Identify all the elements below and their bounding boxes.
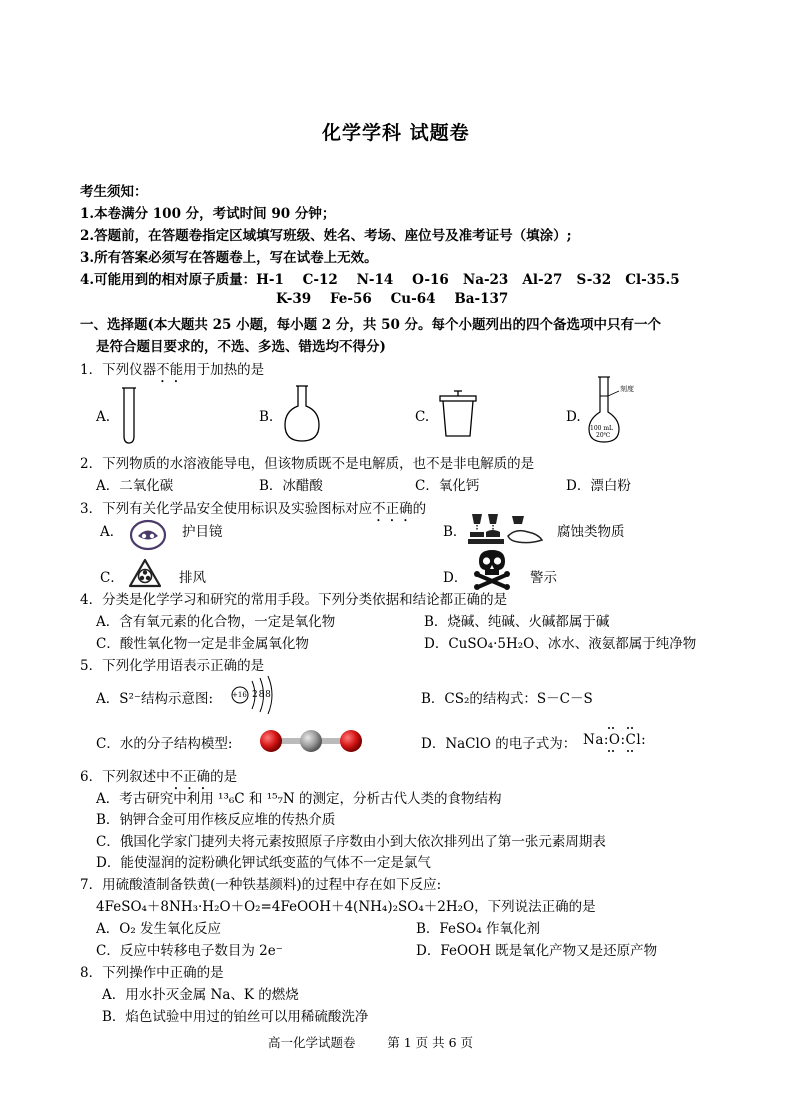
notice-item-1: 1.本卷满分 100 分，考试时间 90 分钟； bbox=[80, 206, 336, 222]
molecule-model-icon bbox=[258, 727, 364, 755]
q1-option-d: D. bbox=[566, 409, 581, 425]
q2-option-a: A．二氧化碳 bbox=[96, 478, 174, 494]
naclo-electron-formula: Na:O:Cl: bbox=[583, 732, 647, 748]
q6-option-c: C．俄国化学家门捷列夫将元素按照原子序数由小到大依次排列出了第一张元素周期表 bbox=[96, 834, 606, 850]
q5-stem: 5．下列化学用语表示正确的是 bbox=[80, 658, 265, 674]
notice-item-4-cont: K-39 Fe-56 Cu-64 Ba-137 bbox=[276, 291, 509, 307]
q5-option-b: B．CS₂的结构式：S－C－S bbox=[421, 691, 593, 707]
q6-option-b: B．钠钾合金可用作核反应堆的传热介质 bbox=[96, 812, 336, 828]
q8-option-b: B．焰色试验中用过的铂丝可以用稀硫酸洗净 bbox=[102, 1009, 369, 1025]
q2-option-c: C．氧化钙 bbox=[415, 478, 480, 494]
flask-scale-label: 刻度 bbox=[620, 385, 634, 393]
q4-option-a: A．含有氧元素的化合物，一定是氧化物 bbox=[96, 614, 336, 630]
q6-emphasis: 不正确 bbox=[169, 769, 211, 785]
q1-stem: 1．下列仪器不能用于加热的是 bbox=[80, 362, 265, 378]
volumetric-flask-icon bbox=[586, 374, 646, 446]
goggles-icon bbox=[130, 519, 166, 551]
q5-option-a: A．S²⁻结构示意图: bbox=[96, 691, 214, 707]
q7-option-a: A．O₂ 发生氧化反应 bbox=[96, 921, 222, 937]
q2-stem: 2．下列物质的水溶液能导电，但该物质既不是电解质，也不是非电解质的是 bbox=[80, 456, 535, 472]
q3-option-c-label: C． bbox=[100, 570, 124, 586]
skull-warning-icon bbox=[470, 549, 514, 589]
q6-stem: 6．下列叙述中不正确的是 bbox=[80, 769, 238, 785]
q3-option-a-label: A． bbox=[100, 524, 124, 540]
test-tube-icon bbox=[121, 386, 137, 446]
q3-stem: 3．下列有关化学品安全使用标识及实验图标对应不正确的 bbox=[80, 501, 427, 517]
q4-stem: 4．分类是化学学习和研究的常用手段。下列分类依据和结论都正确的是 bbox=[80, 592, 508, 608]
atom-nucleus-label: +16 bbox=[232, 691, 247, 699]
q5-option-c: C．水的分子结构模型: bbox=[96, 736, 233, 752]
q5-option-d: D．NaClO 的电子式为： bbox=[421, 736, 577, 752]
q7-stem: 7．用硫酸渣制备铁黄(一种铁基颜料)的过程中存在如下反应: bbox=[80, 877, 442, 893]
crucible-icon bbox=[437, 390, 479, 440]
q1-emphasis: 不能 bbox=[156, 362, 184, 378]
q4-option-d: D．CuSO₄·5H₂O、冰水、液氨都属于纯净物 bbox=[424, 636, 697, 652]
notice-item-2: 2.答题前，在答题卷指定区域填写班级、姓名、考场、座位号及准考证号（填涂）; bbox=[80, 228, 572, 244]
q3-emphasis: 不正确 bbox=[372, 501, 413, 517]
q4-option-c: C．酸性氧化物一定是非金属氧化物 bbox=[96, 636, 309, 652]
q3-option-d-text: 警示 bbox=[530, 570, 557, 586]
q7-equation: 4FeSO₄＋8NH₃·H₂O＋O₂=4FeOOH＋4(NH₄)₂SO₄＋2H₂O，下列说法正确的是 bbox=[96, 899, 596, 915]
corrosive-icon bbox=[468, 512, 544, 546]
flask-temp-label: 20℃ bbox=[596, 432, 611, 439]
q7-option-d: D．FeOOH 既是氧化产物又是还原产物 bbox=[416, 943, 658, 959]
section1-line2: 是符合题目要求的，不选、多选、错选均不得分) bbox=[96, 339, 386, 355]
q4-option-b: B．烧碱、纯碱、火碱都属于碱 bbox=[424, 614, 610, 630]
flask-volume-label: 100 mL bbox=[590, 425, 614, 432]
q7-option-c: C．反应中转移电子数目为 2e⁻ bbox=[96, 943, 283, 959]
q3-option-c-text: 排风 bbox=[179, 570, 206, 586]
page-title: 化学学科 试题卷 bbox=[322, 122, 470, 144]
q1-option-b: B. bbox=[259, 409, 274, 425]
lone-pair-dots bbox=[604, 727, 644, 753]
q1-option-c: C. bbox=[415, 409, 430, 425]
q1-option-a: A. bbox=[96, 409, 111, 425]
q2-option-d: D．漂白粉 bbox=[566, 478, 631, 494]
q6-option-a: A．考古研究中利用 ¹³₆C 和 ¹⁵₇N 的测定，分析古代人类的食物结构 bbox=[96, 791, 502, 807]
round-flask-icon bbox=[282, 384, 322, 444]
page-footer: 高一化学试题卷 第 1 页 共 6 页 bbox=[268, 1035, 474, 1050]
ventilation-icon bbox=[128, 558, 162, 588]
notice-item-4: 4.可能用到的相对原子质量：H-1 C-12 N-14 O-16 Na-23 Al-27 S-32 Cl-35.5 bbox=[80, 272, 680, 288]
q2-option-b: B．冰醋酸 bbox=[259, 478, 323, 494]
notice-heading: 考生须知： bbox=[80, 184, 148, 200]
q7-option-b: B．FeSO₄ 作氧化剂 bbox=[416, 921, 541, 937]
atom-shell-electrons: 2 8 8 bbox=[252, 690, 270, 700]
q3-option-b-text: 腐蚀类物质 bbox=[557, 524, 625, 540]
q3-option-a-text: 护目镜 bbox=[182, 524, 223, 540]
q3-option-d-label: D． bbox=[443, 570, 468, 586]
q3-option-b-label: B． bbox=[443, 524, 467, 540]
notice-item-3: 3.所有答案必须写在答题卷上，写在试卷上无效。 bbox=[80, 250, 378, 266]
q6-option-d: D．能使湿润的淀粉碘化钾试纸变蓝的气体不一定是氯气 bbox=[96, 855, 431, 871]
q8-option-a: A．用水扑灭金属 Na、K 的燃烧 bbox=[102, 987, 299, 1003]
q8-stem: 8．下列操作中正确的是 bbox=[80, 965, 224, 981]
section1-line1: 一、选择题(本大题共 25 小题，每小题 2 分，共 50 分。每个小题列出的四个备选项中只有一个 bbox=[80, 317, 662, 333]
